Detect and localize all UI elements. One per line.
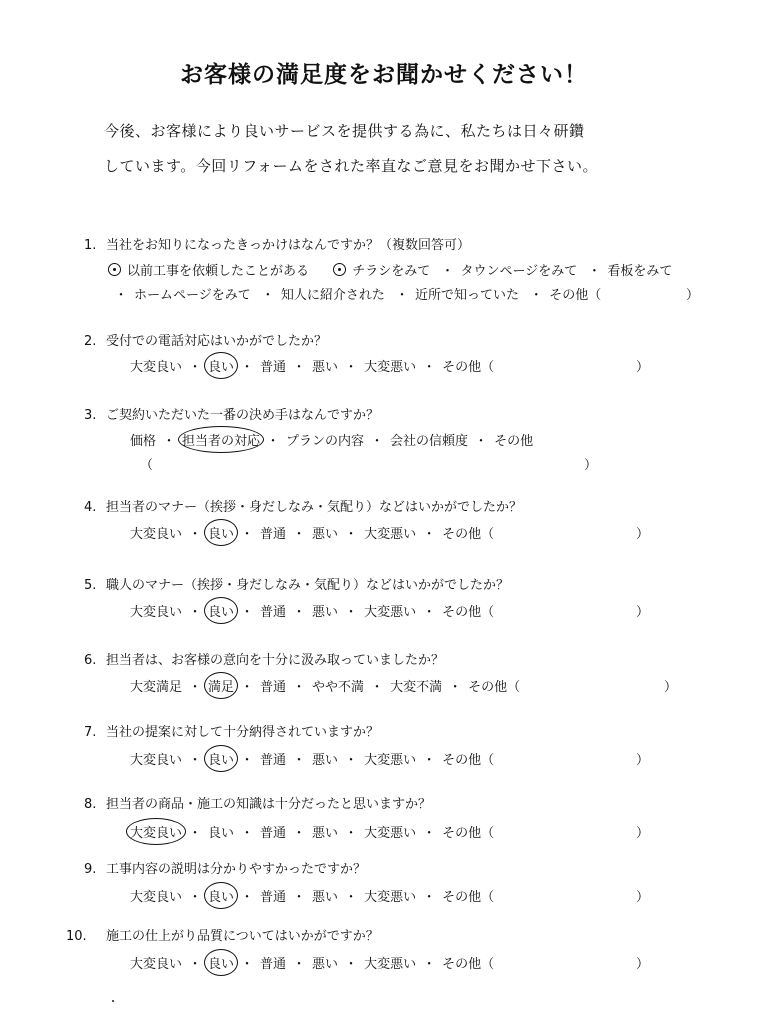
separator: ・	[370, 680, 384, 695]
q4-option-other[interactable]: その他（	[442, 527, 495, 542]
separator: ・	[422, 826, 436, 841]
separator: ・	[240, 826, 254, 841]
question-text: 受付での電話対応はいかがでしたか？	[106, 334, 328, 349]
q9-option[interactable]: 普通	[260, 890, 287, 905]
q2-option[interactable]: 普通	[260, 360, 287, 375]
question-7	[84, 721, 379, 740]
separator: ・	[422, 957, 436, 972]
q7-option[interactable]: 普通	[260, 753, 287, 768]
q8-option[interactable]: 大変悪い	[364, 826, 417, 841]
q1-options-row-2	[108, 284, 601, 303]
selected-mark-icon	[108, 263, 121, 276]
q10-option[interactable]: 大変良い	[130, 957, 183, 972]
q1-option[interactable]: 看板をみて	[607, 264, 673, 279]
separator: ・	[344, 753, 358, 768]
q7-option-selected[interactable]: 良い	[208, 749, 234, 768]
q4-option[interactable]: 大変良い	[130, 527, 183, 542]
question-text: 担当者の商品・施工の知識は十分だったと思いますか？	[106, 797, 432, 812]
question-number: 8.	[84, 797, 97, 812]
separator: ・	[188, 957, 202, 972]
question-number: 4.	[84, 500, 97, 515]
q2-option[interactable]: 悪い	[312, 360, 339, 375]
question-number: 7.	[84, 725, 97, 740]
q2-close-paren: ）	[636, 360, 650, 375]
q7-option-other[interactable]: その他（	[442, 753, 495, 768]
q10-option[interactable]: 大変悪い	[364, 957, 417, 972]
separator: ・	[114, 288, 128, 303]
question-number: 3.	[84, 408, 97, 423]
q6-options	[130, 676, 520, 695]
separator: ・	[240, 605, 254, 620]
page-title: お客様の満足度をお聞かせください！	[180, 62, 588, 88]
separator: ・	[292, 753, 306, 768]
separator: ・	[261, 288, 275, 303]
q10-option-other[interactable]: その他（	[442, 957, 495, 972]
question-number: 1.	[84, 238, 97, 253]
q10-option-selected[interactable]: 良い	[208, 953, 234, 972]
separator: ・	[188, 753, 202, 768]
q1-option-other[interactable]: その他（	[549, 288, 602, 303]
q6-option[interactable]: 大変満足	[130, 680, 183, 695]
q6-option-selected[interactable]: 満足	[208, 676, 234, 695]
separator: ・	[188, 527, 202, 542]
q5-option[interactable]: 普通	[260, 605, 287, 620]
question-number: 10.	[66, 929, 87, 944]
q8-options	[130, 822, 494, 841]
separator: ・	[422, 360, 436, 375]
separator: ・	[240, 753, 254, 768]
q8-close-paren: ）	[636, 826, 650, 841]
separator: ・	[240, 957, 254, 972]
separator: ・	[344, 826, 358, 841]
separator: ・	[292, 605, 306, 620]
separator: ・	[240, 680, 254, 695]
question-2	[84, 330, 327, 349]
q5-close-paren: ）	[636, 605, 650, 620]
separator: ・	[344, 360, 358, 375]
q5-options	[130, 601, 494, 620]
separator: ・	[422, 527, 436, 542]
intro-line-1: 今後、お客様により良いサービスを提供する為に、私たちは日々研鑽	[104, 122, 585, 140]
q6-option[interactable]: やや不満	[312, 680, 365, 695]
separator: ・	[370, 434, 384, 449]
q1-close-paren: ）	[686, 288, 700, 303]
q5-option-selected[interactable]: 良い	[208, 601, 234, 620]
question-4	[84, 496, 522, 515]
q3-option-selected[interactable]: 担当者の対応	[182, 430, 260, 449]
q4-option[interactable]: 悪い	[312, 527, 339, 542]
q8-option-selected[interactable]: 大変良い	[130, 822, 182, 841]
separator: ・	[292, 826, 306, 841]
separator: ・	[448, 680, 462, 695]
q4-close-paren: ）	[636, 527, 650, 542]
separator: ・	[240, 360, 254, 375]
q7-options	[130, 749, 494, 768]
q5-option[interactable]: 大変良い	[130, 605, 183, 620]
q3-option[interactable]: 会社の信頼度	[390, 434, 469, 449]
q2-option[interactable]: 大変悪い	[364, 360, 417, 375]
question-6	[84, 649, 444, 668]
q7-close-paren: ）	[636, 753, 650, 768]
q5-option-other[interactable]: その他（	[442, 605, 495, 620]
q9-option-selected[interactable]: 良い	[208, 886, 234, 905]
separator: ・	[292, 527, 306, 542]
question-text: 施工の仕上がり品質についてはいかがですか？	[106, 929, 379, 944]
q4-options	[130, 523, 494, 542]
q6-option-other[interactable]: その他（	[468, 680, 521, 695]
q10-options	[130, 953, 494, 972]
q10-option[interactable]: 悪い	[312, 957, 339, 972]
q5-option[interactable]: 大変悪い	[364, 605, 417, 620]
q1-option[interactable]: 以前工事を依頼したことがある	[127, 264, 310, 279]
q8-option-other[interactable]: その他（	[442, 826, 495, 841]
q10-close-paren: ）	[636, 957, 650, 972]
separator: ・	[344, 957, 358, 972]
separator: ・	[292, 360, 306, 375]
separator: ・	[240, 527, 254, 542]
q4-option[interactable]: 大変悪い	[364, 527, 417, 542]
q1-option[interactable]: タウンページをみて	[460, 264, 578, 279]
separator: ・	[188, 890, 202, 905]
q10-option[interactable]: 普通	[260, 957, 287, 972]
separator: ・	[292, 890, 306, 905]
q2-options	[130, 356, 494, 375]
question-number: 2.	[84, 334, 97, 349]
question-text: 担当者は、お客様の意向を十分に汲み取っていましたか？	[106, 653, 445, 668]
question-number: 6.	[84, 653, 97, 668]
separator: ・	[344, 527, 358, 542]
separator: ・	[240, 890, 254, 905]
question-text: 職人のマナー（挨拶・身だしなみ・気配り）などはいかがでしたか？	[106, 578, 510, 593]
q9-option[interactable]: 悪い	[312, 890, 339, 905]
q7-option[interactable]: 大変悪い	[364, 753, 417, 768]
q3-option[interactable]: プランの内容	[286, 434, 365, 449]
q3-options	[130, 430, 533, 449]
q6-option[interactable]: 大変不満	[390, 680, 443, 695]
question-number: 9.	[84, 862, 97, 877]
separator: ・	[162, 434, 176, 449]
q9-close-paren: ）	[636, 890, 650, 905]
q3-open-paren: （	[140, 458, 154, 473]
question-number: 5.	[84, 578, 97, 593]
q8-option[interactable]: 普通	[260, 826, 287, 841]
q5-option[interactable]: 悪い	[312, 605, 339, 620]
q4-option[interactable]: 普通	[260, 527, 287, 542]
q1-option[interactable]: 近所で知っていた	[415, 288, 520, 303]
q1-option[interactable]: 知人に紹介された	[280, 288, 385, 303]
separator: ・	[440, 264, 454, 279]
question-text: 工事内容の説明は分かりやすかったですか？	[106, 862, 367, 877]
separator: ・	[188, 680, 202, 695]
q1-options-row-1	[108, 260, 672, 279]
q2-option[interactable]: 大変良い	[130, 360, 183, 375]
q9-option-other[interactable]: その他（	[442, 890, 495, 905]
separator: ・	[422, 753, 436, 768]
question-text: ご契約いただいた一番の決め手はなんですか？	[106, 408, 380, 423]
separator: ・	[344, 890, 358, 905]
selected-mark-icon	[333, 263, 346, 276]
intro-line-2: しています。今回リフォームをされた率直なご意見をお聞かせ下さい。	[104, 157, 599, 175]
q1-option[interactable]: ホームページをみて	[134, 288, 251, 303]
q9-options	[130, 886, 494, 905]
q8-option[interactable]: 悪い	[312, 826, 339, 841]
q4-option-selected[interactable]: 良い	[208, 523, 234, 542]
separator: ・	[292, 680, 306, 695]
question-8	[84, 793, 431, 812]
separator: ・	[292, 957, 306, 972]
separator: ・	[474, 434, 488, 449]
q2-option-selected[interactable]: 良い	[208, 356, 234, 375]
q8-option[interactable]: 良い	[208, 826, 235, 841]
question-10	[66, 925, 379, 944]
q9-option[interactable]: 大変良い	[130, 890, 183, 905]
q7-option[interactable]: 大変良い	[130, 753, 183, 768]
question-5	[84, 574, 509, 593]
separator: ・	[587, 264, 601, 279]
question-text: 担当者のマナー（挨拶・身だしなみ・気配り）などはいかがでしたか？	[106, 500, 523, 515]
separator: ・	[395, 288, 409, 303]
separator: ・	[188, 605, 202, 620]
separator: ・	[422, 890, 436, 905]
separator: ・	[529, 288, 543, 303]
separator: ・	[188, 826, 202, 841]
q6-close-paren: ）	[664, 680, 678, 695]
q7-option[interactable]: 悪い	[312, 753, 339, 768]
question-text: 当社をお知りになったきっかけはなんですか？（複数回答可）	[106, 238, 471, 253]
separator: ・	[266, 434, 280, 449]
question-text: 当社の提案に対して十分納得されていますか？	[106, 725, 380, 740]
separator: ・	[422, 605, 436, 620]
q1-option[interactable]: チラシをみて	[352, 264, 431, 279]
q2-option-other[interactable]: その他（	[442, 360, 495, 375]
scan-speck	[112, 1000, 114, 1002]
q3-close-paren: ）	[584, 458, 598, 473]
separator: ・	[188, 360, 202, 375]
q6-option[interactable]: 普通	[260, 680, 287, 695]
q3-option-other[interactable]: その他	[494, 434, 534, 449]
question-1	[84, 234, 470, 253]
separator: ・	[344, 605, 358, 620]
question-9	[84, 858, 366, 877]
q9-option[interactable]: 大変悪い	[364, 890, 417, 905]
question-3	[84, 404, 379, 423]
q3-option[interactable]: 価格	[130, 434, 157, 449]
